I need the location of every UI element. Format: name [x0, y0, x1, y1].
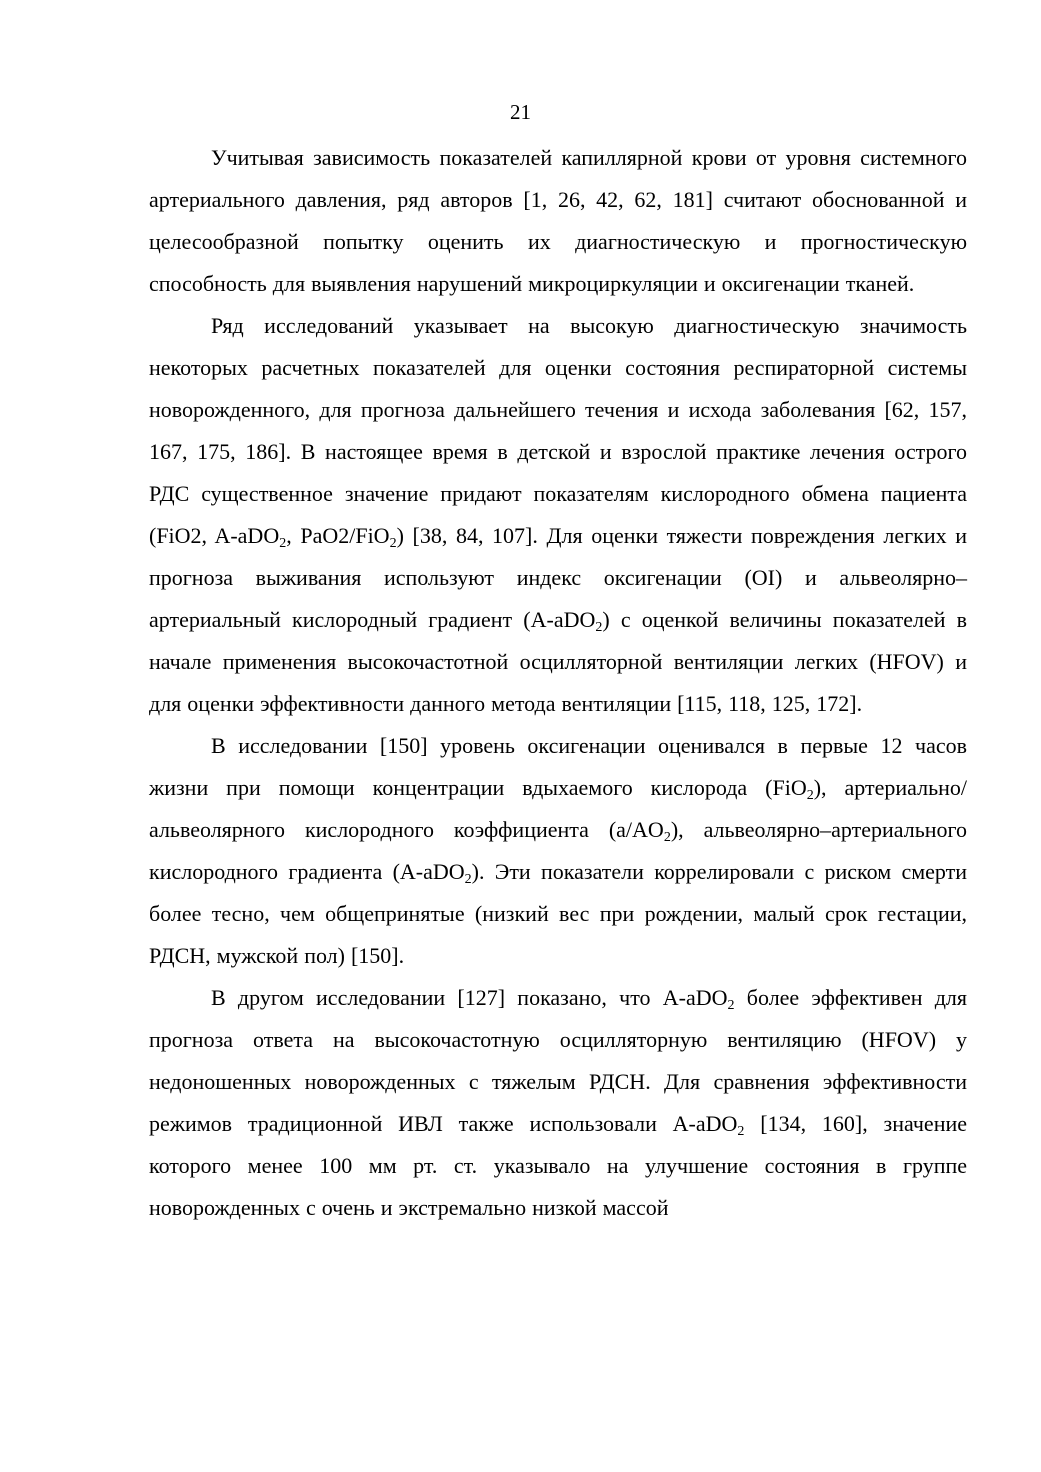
text-run: [134, 160], значение которого менее 100 мм рт. ст. указывало на улучшение состояния в группе новорожденных с очень и экстремально низкой массой — [149, 1111, 968, 1220]
subscript: 2 — [727, 998, 735, 1013]
text-run: ) с оценкой величины показателей в начале применения высокочастотной осцилляторной вентиляции легких (HFOV) и для оценки эффективности данного метода вентиляции [115, 118, 125, 172]. — [149, 607, 967, 716]
text-run: В исследовании [150] уровень оксигенации оценивался в первые 12 часов жизни при помощи концентрации вдыхаемого кислорода (FiO — [149, 733, 967, 800]
text-run: ), артериально/альвеолярного кислородного коэффициента (a/AO — [149, 775, 967, 842]
subscript: 2 — [663, 830, 671, 845]
subscript: 2 — [279, 536, 287, 551]
subscript: 2 — [464, 872, 472, 887]
text-run: ). Эти показатели коррелировали с риском смерти более тесно, чем общепринятые (низкий вес при рождении, малый срок гестации, РДСН, мужской пол) [150]. — [149, 859, 967, 968]
text-run: более эффективен для прогноза ответа на высокочастотную осцилляторную вентиляцию (HFOV) у недоношенных новорожденных с тяжелым РДСН. Для сравнения эффективности режимов традиционной ИВЛ также использовали A-aDO — [149, 985, 968, 1136]
subscript: 2 — [737, 1124, 745, 1139]
document-body — [149, 137, 967, 1229]
text-run: Учитывая зависимость показателей капиллярной крови от уровня системного артериального давления, ряд авторов [1, 26, 42, 62, 181] считают обоснованной и целесообразной попытку оценить их диагностическую и прогностическую способность для выявления нарушений микроциркуляции и оксигенации тканей. — [149, 145, 967, 296]
text-run: Ряд исследований указывает на высокую диагностическую значимость некоторых расчетных показателей для оценки состояния респираторной системы новорожденного, для прогноза дальнейшего течения и исхода заболевания [62, 157, 167, 175, 186]. В настоящее время в детской и взрослой практике лечения острого РДС существенное значение придают показателям кислородного обмена пациента (FiO2, A-aDO — [149, 313, 967, 548]
text-run: ) [38, 84, 107]. Для оценки тяжести повреждения легких и прогноза выживания используют индекс оксигенации (OI) и альвеолярно–артериальный кислородный градиент (A-aDO — [149, 523, 967, 632]
subscript: 2 — [595, 620, 603, 635]
page-number: 21 — [510, 100, 531, 124]
paragraph — [149, 137, 967, 305]
text-run: , PaO2/FiO — [286, 523, 390, 548]
subscript: 2 — [806, 788, 814, 803]
text-run: ), альвеолярно–артериального кислородного градиента (A-aDO — [149, 817, 967, 884]
subscript: 2 — [389, 536, 397, 551]
paragraph — [149, 977, 967, 1229]
paragraph — [149, 305, 967, 725]
paragraph — [149, 725, 967, 977]
text-run: В другом исследовании [127] показано, что A-aDO — [211, 985, 728, 1010]
